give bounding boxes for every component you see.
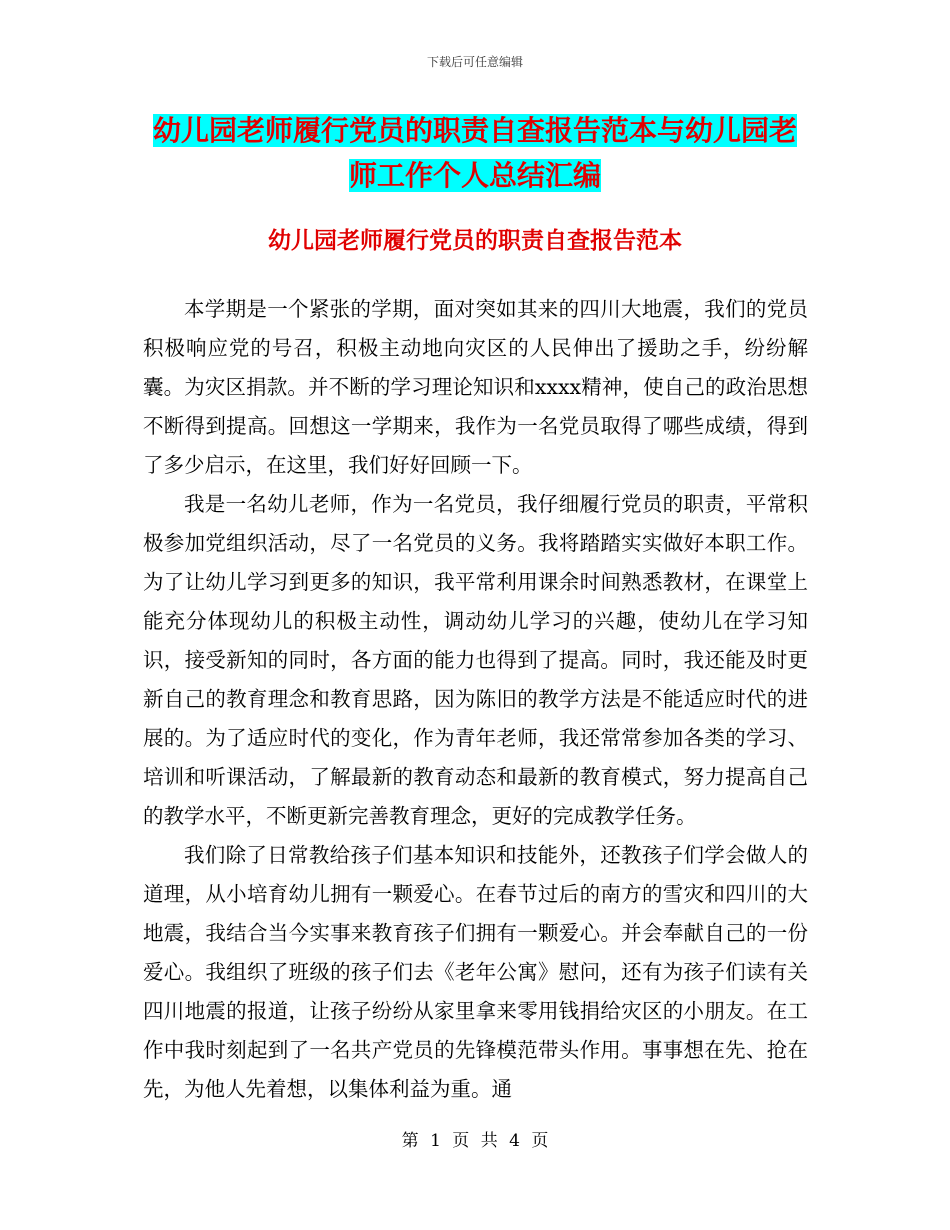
document-title (140, 108, 810, 198)
page-footer: 第 1 页 共 4 页 (401, 1131, 549, 1151)
section-title: 幼儿园老师履行党员的职责自查报告范本 (268, 228, 682, 254)
document-title-text: 幼儿园老师履行党员的职责自查报告范本与幼儿园老师工作个人总结汇编 (152, 114, 797, 192)
paragraph: 本学期是一个紧张的学期，面对突如其来的四川大地震，我们的党员积极响应党的号召，积极主动地向灾区的人民伸出了援助之手，纷纷解囊。为灾区捐款。并不断的学习理论知识和xxxx精神，使自己的政治思想不断得到提高。回想这一学期来，我作为一名党员取得了哪些成绩，得到了多少启示，在这里，我们好好回顾一下。 (143, 297, 808, 477)
header-note: 下载后可任意编辑 (426, 55, 523, 69)
paragraph: 我们除了日常教给孩子们基本知识和技能外，还教孩子们学会做人的道理，从小培育幼儿拥有一颗爱心。在春节过后的南方的雪灾和四川的大地震，我结合当今实事来教育孩子们拥有一颗爱心。并会奉献自己的一份爱心。我组织了班级的孩子们去《老年公寓》慰问，还有为孩子们读有关四川地震的报道，让孩子纷纷从家里拿来零用钱捐给灾区的小朋友。在工作中我时刻起到了一名共产党员的先锋模范带头作用。事事想在先、抢在先，为他人先着想，以集体利益为重。通 (143, 843, 808, 1101)
paragraph: 我是一名幼儿老师，作为一名党员，我仔细履行党员的职责，平常积极参加党组织活动，尽了一名党员的义务。我将踏踏实实做好本职工作。为了让幼儿学习到更多的知识，我平常利用课余时间熟悉教材，在课堂上能充分体现幼儿的积极主动性，调动幼儿学习的兴趣，使幼儿在学习知识，接受新知的同时，各方面的能力也得到了提高。同时，我还能及时更新自己的教育理念和教育思路，因为陈旧的教学方法是不能适应时代的进展的。为了适应时代的变化，作为青年老师，我还常常参加各类的学习、培训和听课活动，了解最新的教育动态和最新的教育模式，努力提高自己的教学水平，不断更新完善教育理念，更好的完成教学任务。 (143, 492, 808, 828)
body-text (143, 290, 808, 1109)
